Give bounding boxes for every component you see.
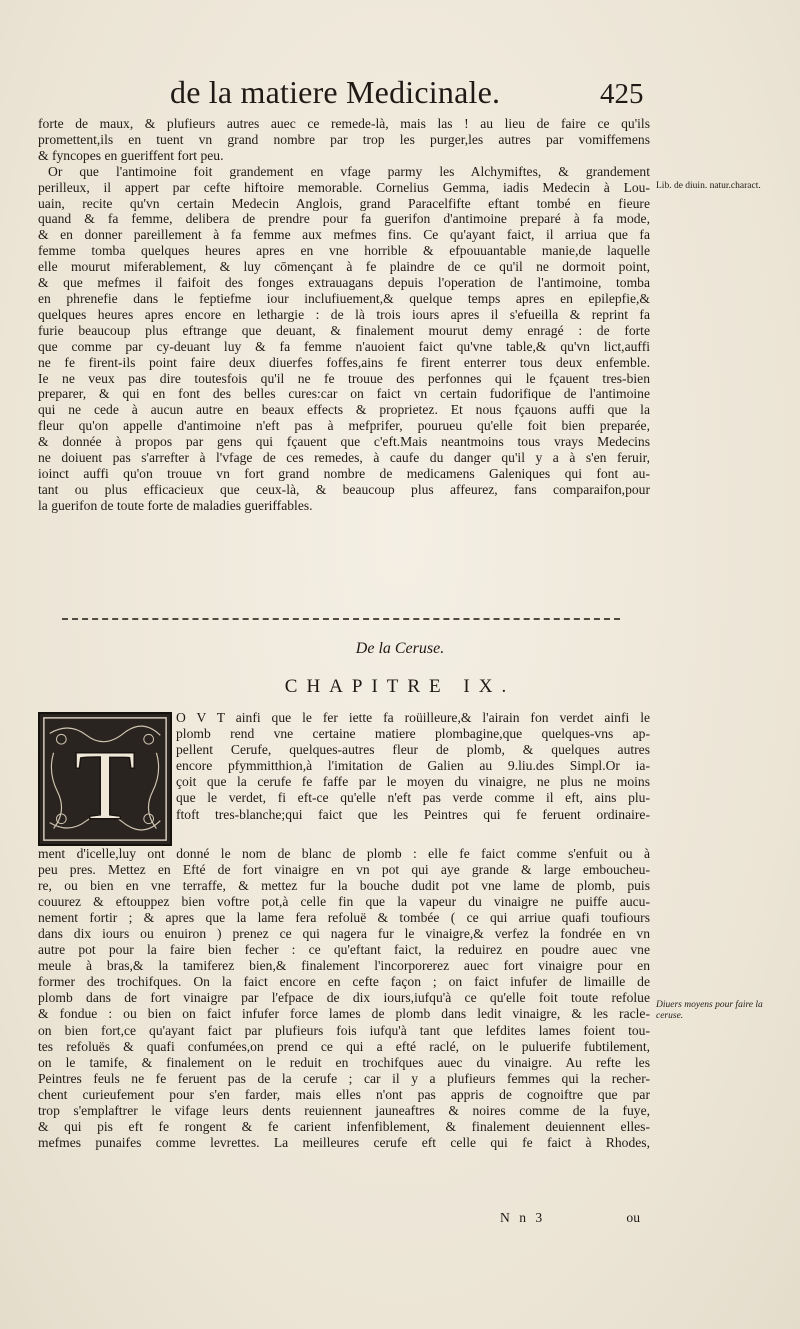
text-line: fleur qu'on appelle d'antimoine n'eft pas à mefprifer, pourueu qu'elle foit bien preparée, (38, 418, 650, 434)
text-line: trop s'emplaftrer le vifage leurs dents reuiennent jauneaftres & noires comme de la fuye, (38, 1102, 650, 1118)
ornamental-rule (62, 618, 620, 623)
text-line: former des trochifques. On la faict encore en cefte façon ; on faict infufer de limaille de (38, 974, 650, 990)
text-line: & qui pis eft fe rongent & fe carient infenfiblement, & finalement deuiennent elles- (38, 1118, 650, 1134)
page-number: 425 (600, 78, 644, 110)
text-line: couurez & eftouppez bien voftre pot,à celle fin que la vapeur du vinaigre ne puiffe aucu- (38, 894, 650, 910)
text-line: & donnée à propos par gens qui fçauent que c'eft.Mais neantmoins tous vrays Medecins (38, 434, 650, 450)
text-line: & en donner pareillement à fa femme aux mefmes fins. Ce qu'ayant faict, il arriua que fa (38, 227, 650, 243)
text-line: chent curieufement pour s'en farder, mais elles n'ont pas appris de cognoiftre que par (38, 1086, 650, 1102)
page-header (170, 74, 670, 114)
text-line: en phrenefie dans le feptiefme iour inclufiuement,& quelque temps apres en epilepfie,& (38, 290, 650, 306)
text-line: plomb dans de fort vinaigre par l'efpace de dix iours,iufqu'à ce qu'elle foit toute refolue (38, 990, 650, 1006)
text-line: preparer, & qui en font des belles cures:car on faict vn certain fudorifique de l'antimoine (38, 386, 650, 402)
text-line: Ie ne veux pas dire toutesfois qu'il ne fe trouue des perfonnes qui le fçauent tres-bien (38, 370, 650, 386)
text-line: la guerifon de toute forte de maladies gueriffables. (38, 497, 313, 513)
signature-mark: N n 3 (500, 1210, 546, 1225)
text-line: & que mefmes il faifoit des fonges extrauagans depuis l'operation de l'antimoine, tomba (38, 275, 650, 291)
text-line: qui ne cede à aucun autre en beaux effects & proprietez. Et nous fçauons auffi que la (38, 402, 650, 418)
text-line: meule à bras,& la tamiferez bien,& finalement l'incorporerez auec fort vinaigre pour en (38, 958, 650, 974)
text-line: ioinct auffi qu'on trouue vn fort grand nombre de medicamens Galeniques qui font au- (38, 465, 650, 481)
text-line: autre pot pour la faire bien fecher : ce qu'eftant faict, la reduirez en poudre auec vne (38, 942, 650, 958)
text-line: uain, recite qu'vn certain Medecin Anglois, grand Paracelfifte eftant tombé en fieure (38, 195, 650, 211)
body-paragraph (38, 116, 650, 514)
text-line: on bien fort,ce qu'ayant faict par plufieurs fois iufqu'à tant que lefdites lames foient tou- (38, 1022, 650, 1038)
section-title: De la Ceruse. (355, 640, 445, 657)
drop-cap-letter: T (74, 728, 136, 841)
text-line: re, ou bien en vne terraffe, & mettez fur la bouche dudit pot vne lame de plomb, puis (38, 878, 650, 894)
text-line: furie beaucoup plus eftrange que deuant, & finalement mourut demy enragé : de forte (38, 322, 650, 338)
text-line: femme tomba quelques heures apres en vne horrible & efpouuantable manie,de laquelle (38, 243, 650, 259)
text-line: elle mourut miferablement, & luy cōmençant à fe plaindre de ce qu'il ne dormoit point, (38, 259, 650, 275)
running-title: de la matiere Medicinale. (170, 74, 501, 110)
text-line: peu pres. Mettez en Efté de fort vinaigre en vn pot qui aye grande & large embouchеu- (38, 862, 650, 878)
catchword: ou (626, 1210, 640, 1225)
text-line: ment d'icelle,luy ont donné le nom de blanc de plomb : elle fe faict comme s'enfuit ou à (38, 846, 650, 861)
text-line: que comme par cy-deuant luy & fa femme n'auoient faict qu'vne table,& qu'vn lict,auffi (38, 338, 650, 354)
text-line: perilleux, il appert par cefte hiftoire memorable. Cornelius Gemma, iadis Medecin à Lou- (38, 179, 650, 195)
text-line: & fyncopes en gueriffent fort peu. (38, 147, 224, 163)
text-line: tant ou plus efficacieux que ceux-là, & beaucoup plus affeurez, fans comparaifon,pour (38, 481, 650, 497)
text-line: dans dix iours ou enuiron ) prenez ce qui nagera fur le vinaigre,& verfez la fondrée en vn (38, 926, 650, 942)
text-line: ne fe firent-ils point faire deux diuerfes foffes,ains fe firent enterrer tous deux enfemble. (38, 354, 650, 370)
text-line: encore pfymmitthion,à l'imitation de Galien au 9.liu.des Simpl.Or ia- (176, 758, 650, 774)
text-line: pellent Cerufe, quelques-autres fleur de plomb, & quelques autres (176, 742, 650, 758)
chapter-body (38, 846, 650, 1151)
text-line: forte de maux, & plufieurs autres auec ce remede-là, mais las ! au lieu de faire ce qu'ils (38, 116, 650, 131)
text-line: O V T ainfi que le fer iette fa roüilleure,& l'airain fon verdet ainfi le (176, 710, 650, 725)
margin-note-methods: Diuers moyens pour faire la ceruse. (656, 1000, 763, 1021)
text-line: quelques heures apres encore en lethargie : de là trois iours apres il s'efueilla & reprint fa (38, 306, 650, 322)
text-line: Peintres feuls ne fe feruent pas de la cerufe ; car il y a plufieurs femmes qui la recher- (38, 1070, 650, 1086)
text-line: nement fortir ; & apres que la lame fera refoluë & tombée ( ce qui arriue quafi toufiours (38, 910, 650, 926)
text-line: mefmes punaifes comme levrettes. La meilleures cerufe eft celle qui fe faict à Rhodes, (38, 1134, 650, 1150)
chapter-opening (176, 710, 650, 823)
text-line: tes refoluës & quafi confumées,on prend ce qui a efté raclé, on le puluerife fubtilement, (38, 1038, 650, 1054)
text-line: plomb rend vne certaine matiere plombagine,que quelques-vns ap- (176, 726, 650, 742)
text-line: promettent,ils en tuent vn grand nombre par trop les purger,les autres par vomiffemens (38, 131, 650, 147)
text-line: ne doiuent pas s'arrefter à l'vfage de ces remedes, à caufe du danger qu'il y a à s'en feruir, (38, 450, 650, 466)
chapter-heading: CHAPITRE IX. (284, 676, 516, 697)
drop-cap-ornament (40, 714, 170, 844)
text-line: on le tamife, & finalement on le reduit en trochifques auec du vinaigre. Au refte les (38, 1054, 650, 1070)
page-footer (500, 1210, 640, 1230)
text-line: Or que l'antimoine foit grandement en vfage parmy les Alchymiftes, & grandement (48, 163, 650, 179)
margin-note-source: Lib. de diuin. natur.charact. (656, 181, 761, 191)
text-line: ftoft tres-blanche;qui faict que les Peintres qui fe feruent ordinaire- (176, 806, 650, 822)
text-line: & fondue : ou bien on faict infufer force lames de plomb dans ledit vinaigre, & les racle- (38, 1006, 650, 1022)
text-line: quand & fa femme, delibera de prendre pour fa guerifon d'antimoine preparé à fa mode, (38, 211, 650, 227)
drop-cap-initial (38, 712, 172, 846)
text-line: çoit que la cerufe fe faffe par le moyen du vinaigre, ne plus ne moins (176, 774, 650, 790)
text-line: que le verdet, fi eft-ce qu'elle n'eft pas verde comme il eft, ains plu- (176, 790, 650, 806)
